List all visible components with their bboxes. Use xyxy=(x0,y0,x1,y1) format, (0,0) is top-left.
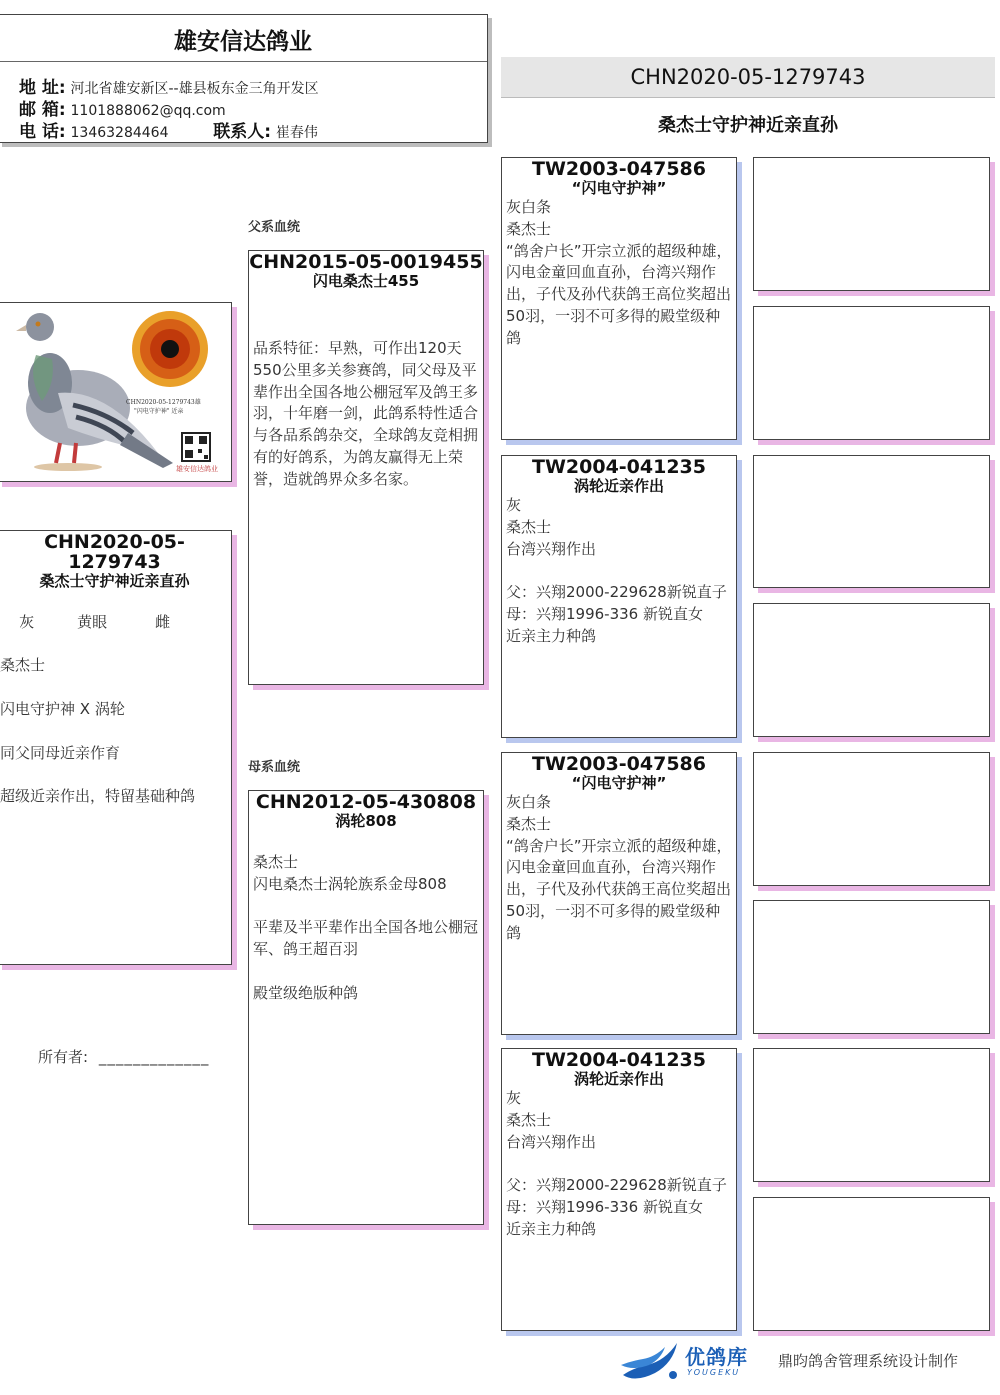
contact-label: 联系人: xyxy=(213,122,272,142)
grandparent-2-name: 涡轮近亲作出 xyxy=(573,477,664,495)
address-label: 地 址: xyxy=(19,78,66,98)
footer-logo xyxy=(615,1335,765,1385)
great-grandparent-card-7 xyxy=(753,1048,990,1182)
grandparent-2-notes: 灰 桑杰士 台湾兴翔作出 父：兴翔2000-229628新锐直子 母：兴翔1996-336 新锐直女 近亲主力种鸽 xyxy=(506,496,727,645)
title-ring: CHN2020-05-1279743 xyxy=(630,65,866,89)
subject-ring: CHN2020-05-1279743 xyxy=(44,531,185,573)
sire-card xyxy=(248,250,484,685)
sire-ring: CHN2015-05-0019455 xyxy=(249,251,483,273)
subject-traits xyxy=(0,590,231,655)
photo-floor-shadow xyxy=(34,463,102,471)
great-grandparent-card-3 xyxy=(753,455,990,588)
subject-sex: 雌 xyxy=(155,612,171,631)
subject-name: 桑杰士守护神近亲直孙 xyxy=(39,572,190,590)
qr-block-4 xyxy=(198,449,202,453)
grandparent-card-4 xyxy=(501,1048,737,1331)
grandparent-4-name: 涡轮近亲作出 xyxy=(573,1070,664,1088)
subject-eye: 黄眼 xyxy=(77,612,108,631)
great-grandparent-card-2 xyxy=(753,306,990,440)
photo-caption-name: "闪电守护神" 近亲 xyxy=(134,408,184,415)
grandparent-4-notes: 灰 桑杰士 台湾兴翔作出 父：兴翔2000-229628新锐直子 母：兴翔1996-336 新锐直女 近亲主力种鸽 xyxy=(506,1089,727,1238)
grandparent-card-2 xyxy=(501,455,737,738)
company-name: 雄安信达鸽业 xyxy=(174,29,312,55)
phone-label: 电 话: xyxy=(19,122,66,142)
email-value: 1101888062@qq.com xyxy=(70,103,226,119)
pigeon-leg-2 xyxy=(74,443,76,463)
grandparent-1-name: “闪电守护神” xyxy=(571,179,667,197)
great-grandparent-card-8 xyxy=(753,1197,990,1331)
subject-notes: 闪电守护神 X 涡轮 同父同母近亲作育 超级近亲作出，特留基础种鸽 xyxy=(0,700,196,806)
photo-brand: 雄安信达鸽业 xyxy=(176,465,218,473)
pigeon-beak xyxy=(16,325,26,331)
header-divider xyxy=(0,61,487,62)
logo-swirl-icon xyxy=(615,1335,685,1385)
qr-block-1 xyxy=(185,436,193,444)
pigeon-eye xyxy=(36,322,41,327)
owner-label: 所有者: xyxy=(38,1048,89,1066)
dam-name: 涡轮808 xyxy=(335,812,397,830)
grandparent-card-3 xyxy=(501,752,737,1035)
logo-text-cn: 优鸽库 xyxy=(685,1345,748,1369)
pigeon-head xyxy=(26,313,54,341)
dam-section-label: 母系血统 xyxy=(248,760,301,775)
photo-caption-ring: CHN2020-05-1279743雄 xyxy=(126,399,201,406)
grandparent-1-ring: TW2003-047586 xyxy=(531,158,706,180)
sire-section-label: 父系血统 xyxy=(248,220,301,235)
contact-value: 崔春伟 xyxy=(275,125,318,141)
header-box xyxy=(0,14,488,143)
qr-block-2 xyxy=(199,436,207,444)
pigeon-photo-card xyxy=(0,302,232,482)
logo-text-en: YOUGEKU xyxy=(687,1368,741,1377)
eye-closeup-pupil xyxy=(161,340,179,358)
grandparent-3-ring: TW2003-047586 xyxy=(531,753,706,775)
owner-field xyxy=(38,1046,209,1067)
title-band xyxy=(501,57,995,98)
grandparent-1-notes: 灰白条 桑杰士 “鸽舍户长”开宗立派的超级种雄，闪电金童回血直孙，台湾兴翔作出，子代及孙代获鸽王高位奖超出50羽，一羽不可多得的殿堂级种鸽 xyxy=(506,198,732,347)
owner-line: _____________ xyxy=(98,1048,210,1066)
sire-name: 闪电桑杰士455 xyxy=(312,272,420,290)
great-grandparent-card-5 xyxy=(753,752,990,886)
dam-notes: 桑杰士 闪电桑杰士涡轮族系金母808 平辈及半平辈作出全国各地公棚冠军、鸽王超百羽 殿堂级绝版种鸽 xyxy=(253,853,479,1002)
subject-color: 灰 xyxy=(19,612,35,631)
email-label: 邮 箱: xyxy=(19,100,66,120)
qr-block-3 xyxy=(185,450,193,458)
subject-strain: 桑杰士 xyxy=(0,656,46,675)
sire-notes: 品系特征：早熟，可作出120天550公里多关参赛鸽，同父母及平辈作出全国各地公棚冠军及鸽王多羽，十年磨一剑，此鸽系特性适合与各品系鸽杂交，全球鸽友竞相拥有的好鸽系，为鸽友赢得无上荣誉，造就鸽界众多名家。 xyxy=(253,339,479,488)
footer-credit: 鼎昀鸽舍管理系统设计制作 xyxy=(778,1352,959,1370)
pigeon-leg-1 xyxy=(56,443,60,463)
grandparent-3-name: “闪电守护神” xyxy=(571,774,667,792)
phone-row xyxy=(19,117,318,142)
qr-block-5 xyxy=(204,455,208,459)
pigeon-photo xyxy=(0,303,230,480)
grandparent-3-notes: 灰白条 桑杰士 “鸽舍户长”开宗立派的超级种雄，闪电金童回血直孙，台湾兴翔作出，子代及孙代获鸽王高位奖超出50羽，一羽不可多得的殿堂级种鸽 xyxy=(506,793,732,942)
great-grandparent-card-4 xyxy=(753,603,990,737)
grandparent-2-ring: TW2004-041235 xyxy=(531,456,706,478)
grandparent-4-ring: TW2004-041235 xyxy=(531,1049,706,1071)
subject-card xyxy=(0,530,232,965)
phone-value: 13463284464 xyxy=(70,125,169,141)
address-value: 河北省雄安新区--雄县板东金三角开发区 xyxy=(70,81,319,97)
great-grandparent-card-6 xyxy=(753,900,990,1034)
grandparent-card-1 xyxy=(501,157,737,440)
title-subtitle: 桑杰士守护神近亲直孙 xyxy=(658,115,838,136)
pigeon-tail xyxy=(120,433,173,468)
great-grandparent-card-1 xyxy=(753,157,990,291)
dam-card xyxy=(248,790,484,1225)
dam-ring: CHN2012-05-430808 xyxy=(255,791,477,813)
